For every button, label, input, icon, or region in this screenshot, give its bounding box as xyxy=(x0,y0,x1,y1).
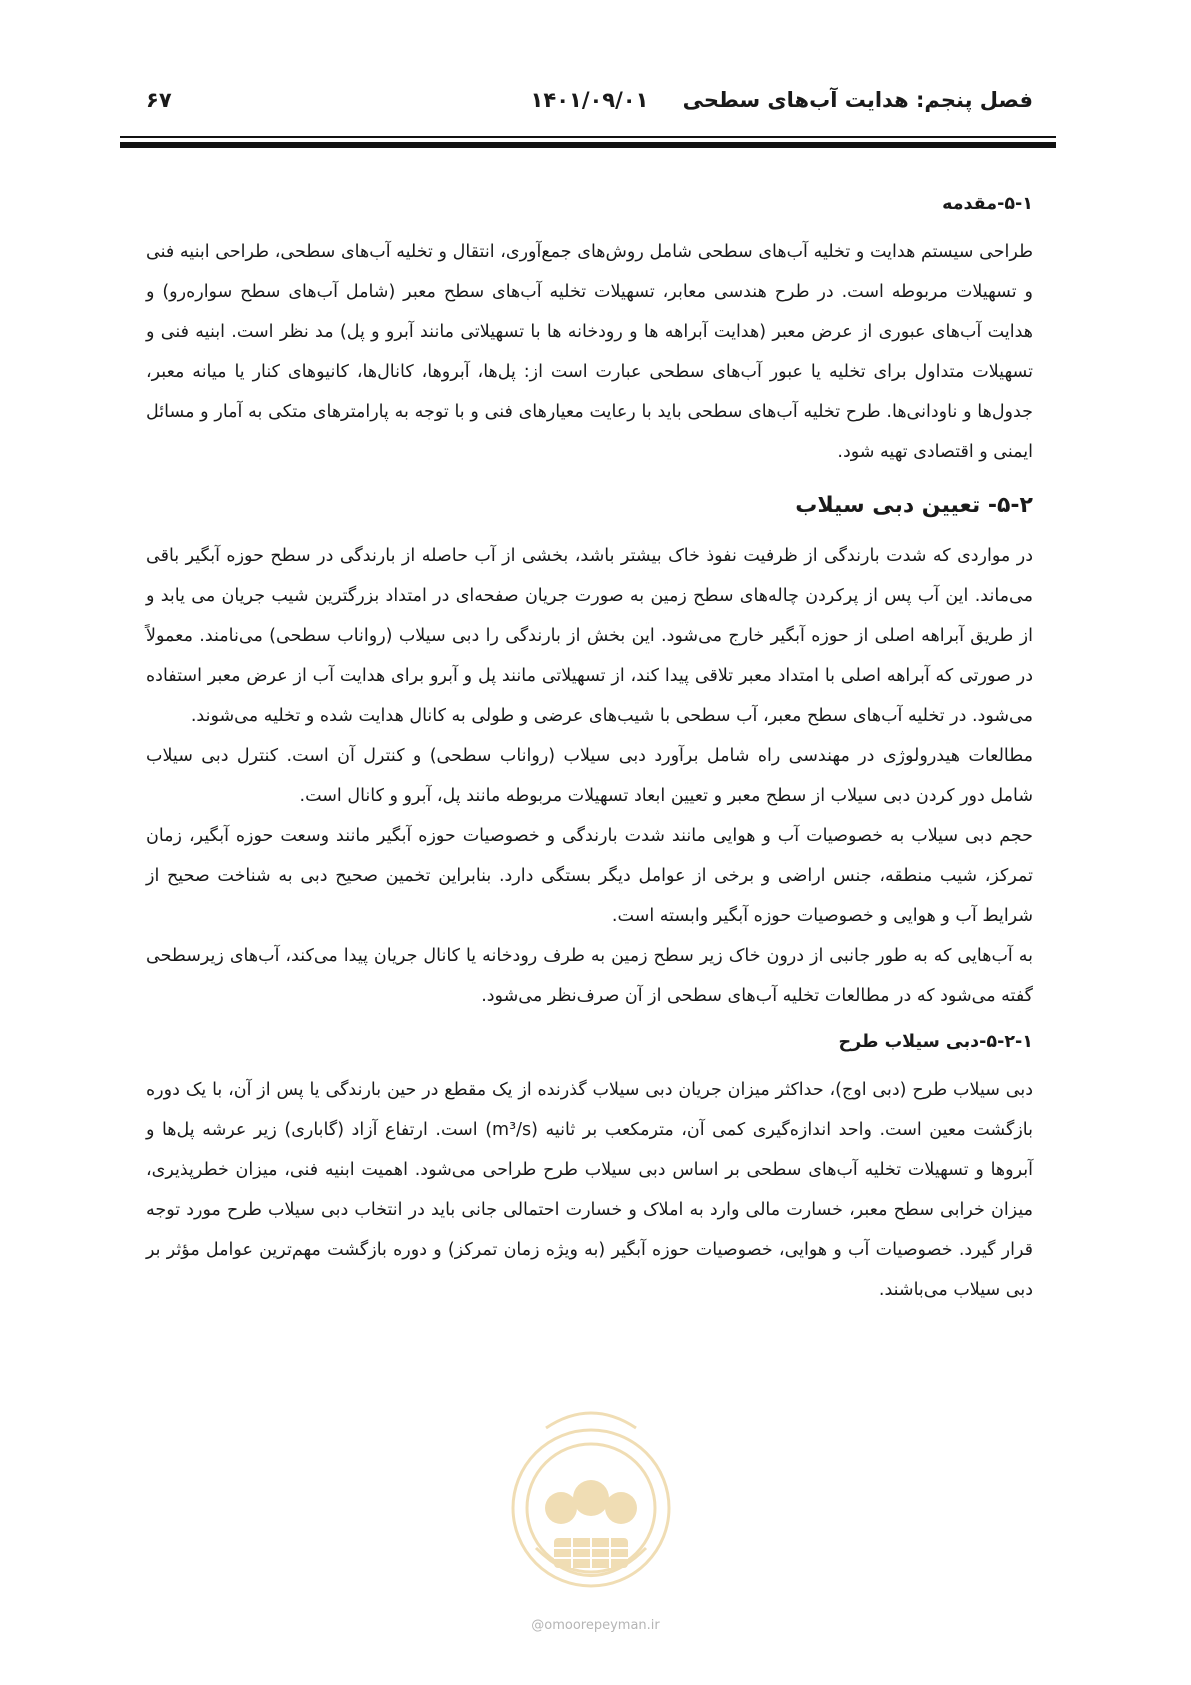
header-date: ۱۴۰۱/۰۹/۰۱ xyxy=(530,88,649,112)
paragraph-flood-3: حجم دبی سیلاب به خصوصیات آب و هوایی مانند شدت بارندگی و خصوصیات حوزه آبگیر مانند وسعت حوزه آبگیر، زمان تمرکز، شیب منطقه، جنس اراضی و برخی از عوامل دیگر بستگی دارد. بنابراین تخمین صحیح دبی به شناخت صحیح از شرایط آب و هوایی و خصوصیات حوزه آبگیر وابسته است. xyxy=(146,826,1033,926)
subsection-heading-design-flood: ۵-۲-۱-دبی سیلاب طرح xyxy=(838,1032,1033,1052)
paragraph-design-flood: دبی سیلاب طرح (دبی اوج)، حداکثر میزان جریان دبی سیلاب گذرنده از یک مقطع در حین بارندگی یا پس از آن، با یک دوره بازگشت معین است. واحد اندازه‌گیری کمی آن، مترمکعب بر ثانیه (m³/s) است. ارتفاع آزاد (گاباری) زیر عرشه پل‌ها و آبروها و تسهیلات تخلیه آب‌های سطحی بر اساس دبی سیلاب طرح طراحی می‌شود. اهمیت ابنیه فنی، میزان خطرپذیری، میزان خرابی سطح معبر، خسارت مالی وارد به املاک و خسارت احتمالی جانی باید در انتخاب دبی سیلاب طرح مورد توجه قرار گیرد. خصوصیات آب و هوایی، خصوصیات حوزه آبگیر (به ویژه زمان تمرکز) و دوره بازگشت مهم‌ترین عوامل مؤثر بر دبی سیلاب می‌باشند. xyxy=(146,1080,1033,1300)
paragraph-flood-2: مطالعات هیدرولوژی در مهندسی راه شامل برآورد دبی سیلاب (رواناب سطحی) و کنترل آن است. کنترل دبی سیلاب شامل دور کردن دبی سیلاب از سطح معبر و تعیین ابعاد تسهیلات مربوطه مانند پل، آبرو و کانال است. xyxy=(146,746,1033,806)
running-header xyxy=(146,88,1033,128)
paragraph-intro: طراحی سیستم هدایت و تخلیه آب‌های سطحی شامل روش‌های جمع‌آوری، انتقال و تخلیه آب‌های سطحی، طراحی ابنیه فنی و تسهیلات مربوطه است. در طرح هندسی معابر، تسهیلات تخلیه آب‌های سطح معبر (شامل آب‌های سطح سواره‌رو) و هدایت آب‌های عبوری از عرض معبر (هدایت آبراهه ها و رودخانه ها با تسهیلاتی مانند آبرو و پل) مد نظر است. ابنیه فنی و تسهیلات متداول برای تخلیه یا عبور آب‌های سطحی عبارت است از: پل‌ها، آبروها، کانال‌ها، کانیوهای کنار یا میانه معبر، جدول‌ها و ناودانی‌ها. طرح تخلیه آب‌های سطحی باید با رعایت معیارهای فنی و با توجه به پارامترهای متکی به آمار و مسائل ایمنی و اقتصادی تهیه شود. xyxy=(146,242,1033,462)
watermark-url: @omoorepeyman.ir xyxy=(531,1618,660,1633)
paragraph-flood-1: در مواردی که شدت بارندگی از ظرفیت نفوذ خاک بیشتر باشد، بخشی از آب حاصله از بارندگی در سطح حوزه آبگیر باقی می‌ماند. این آب پس از پرکردن چاله‌های سطح زمین به صورت جریان صفحه‌ای در امتداد بزرگترین شیب جریان می یابد و از طریق آبراهه اصلی از حوزه آبگیر خارج می‌شود. این بخش از بارندگی را دبی سیلاب (رواناب سطحی) می‌نامند. معمولاً در صورتی که آبراهه اصلی با امتداد معبر تلاقی پیدا کند، از تسهیلاتی مانند پل و آبرو برای هدایت آب از عرض معبر استفاده می‌شود. در تخلیه آب‌های سطح معبر، آب سطحی با شیب‌های عرضی و طولی به کانال هدایت شده و تخلیه می‌شوند. xyxy=(146,546,1033,726)
section-heading-flood-discharge: ۵-۲- تعیین دبی سیلاب xyxy=(795,493,1033,518)
chapter-title: فصل پنجم: هدایت آب‌های سطحی xyxy=(682,88,1033,112)
paragraph-flood-4: به آب‌هایی که به طور جانبی از درون خاک زیر سطح زمین به طرف رودخانه یا کانال جریان پیدا می‌کند، آب‌های زیرسطحی گفته می‌شود که در مطالعات تخلیه آب‌های سطحی از آن صرف‌نظر می‌شود. xyxy=(146,946,1033,1006)
header-rule-thin xyxy=(120,136,1056,138)
page-body xyxy=(146,184,1033,1310)
page-number: ۶۷ xyxy=(146,88,172,112)
header-rule-thick xyxy=(120,142,1056,148)
section-heading-intro: ۵-۱-مقدمه xyxy=(942,194,1033,214)
watermark-seal-icon xyxy=(506,1398,676,1628)
